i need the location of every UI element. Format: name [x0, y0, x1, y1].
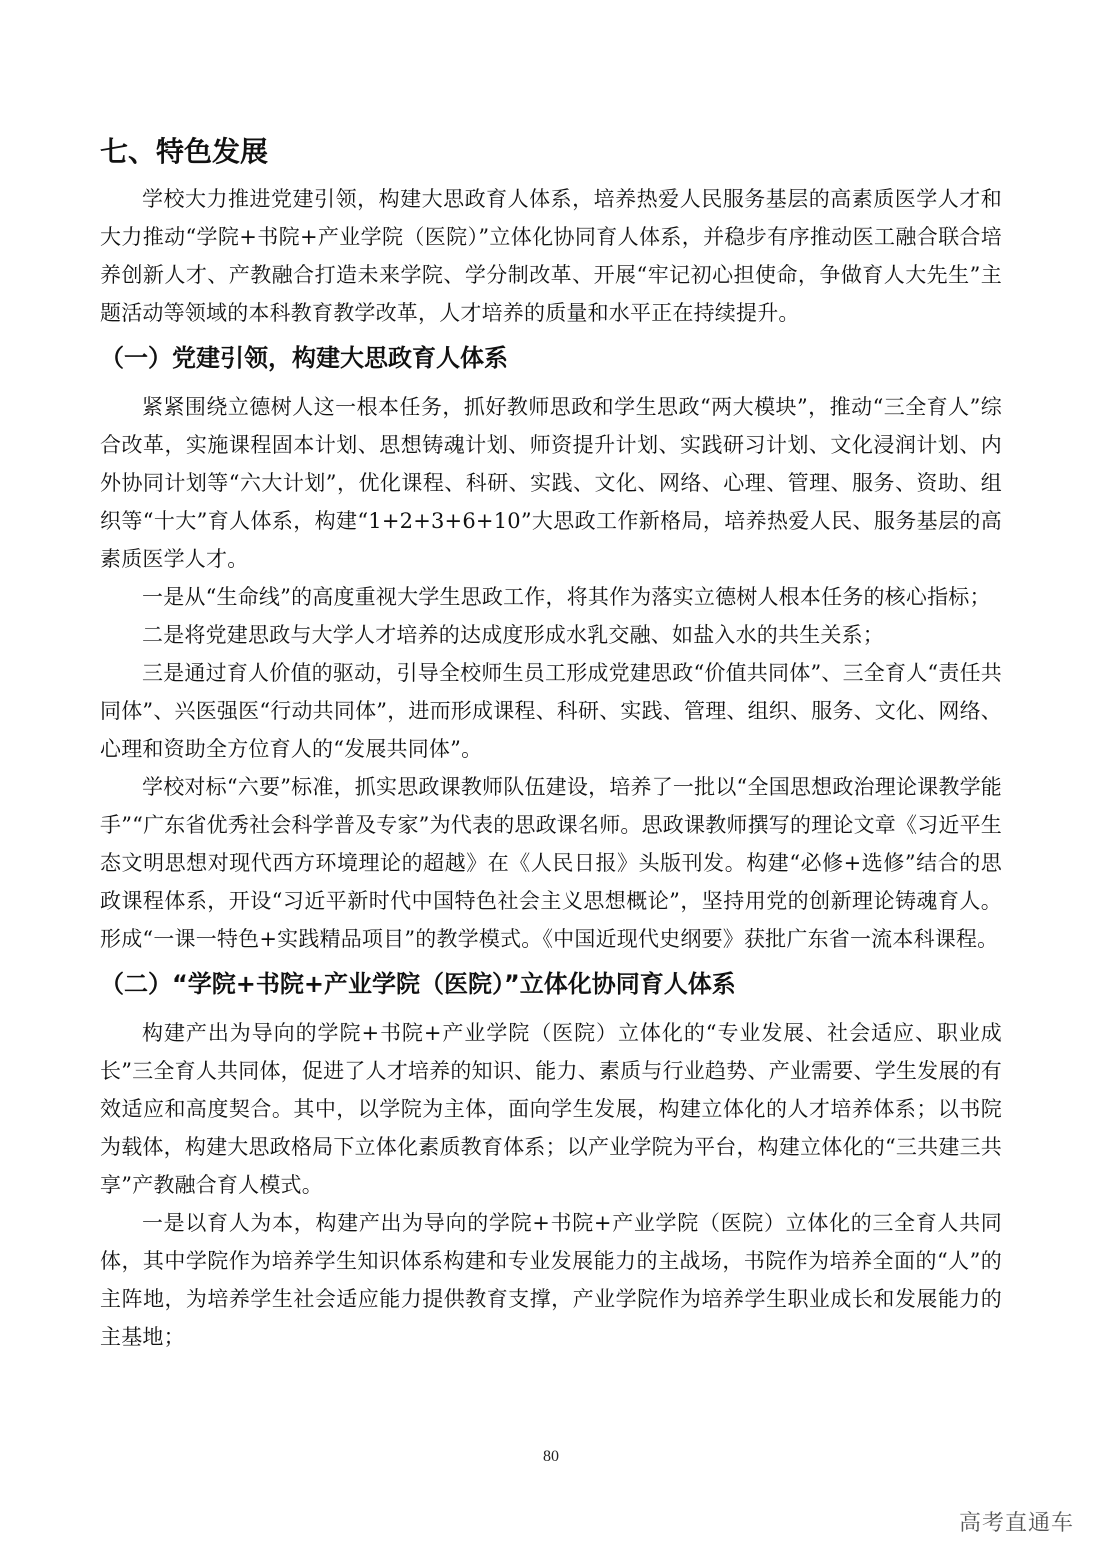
subsection-2-paragraph-1: 构建产出为导向的学院+书院+产业学院（医院）立体化的“专业发展、社会适应、职业成长”三全育人共同体，促进了人才培养的知识、能力、素质与行业趋势、产业需要、学生发展的有效适应和高度契合。其中，以学院为主体，面向学生发展，构建立体化的人才培养体系；以书院为载体，构建大思政格局下立体化素质教育体系；以产业学院为平台，构建立体化的“三共建三共享”产教融合育人模式。	[100, 1021, 1002, 1197]
subsection-1-paragraph-3: 二是将党建思政与大学人才培养的达成度形成水乳交融、如盐入水的共生关系；	[142, 623, 884, 647]
subsection-1-paragraph-5: 学校对标“六要”标准，抓实思政课教师队伍建设，培养了一批以“全国思想政治理论课教学能手”“广东省优秀社会科学普及专家”为代表的思政课名师。思政课教师撰写的理论文章《习近平生态文明思想对现代西方环境理论的超越》在《人民日报》头版刊发。构建“必修+选修”结合的思政课程体系，开设“习近平新时代中国特色社会主义思想概论”，坚持用党的创新理论铸魂育人。形成“一课一特色+实践精品项目”的教学模式。《中国近现代史纲要》获批广东省一流本科课程。	[100, 775, 1003, 951]
section-title: 七、特色发展	[100, 135, 269, 168]
section-intro-paragraph: 学校大力推进党建引领，构建大思政育人体系，培养热爱人民服务基层的高素质医学人才和大力推动“学院+书院+产业学院（医院）”立体化协同育人体系，并稳步有序推动医工融合联合培养创新人才、产教融合打造未来学院、学分制改革、开展“牢记初心担使命，争做育人大先生”主题活动等领域的本科教育教学改革，人才培养的质量和水平正在持续提升。	[100, 187, 1002, 325]
page-content	[100, 130, 1002, 1356]
page-number: 80	[543, 1448, 559, 1465]
subsection-1-paragraph-4: 三是通过育人价值的驱动，引导全校师生员工形成党建思政“价值共同体”、三全育人“责任共同体”、兴医强医“行动共同体”，进而形成课程、科研、实践、管理、组织、服务、文化、网络、心理和资助全方位育人的“发展共同体”。	[100, 661, 1003, 761]
subsection-1-paragraph-1: 紧紧围绕立德树人这一根本任务，抓好教师思政和学生思政“两大模块”，推动“三全育人”综合改革，实施课程固本计划、思想铸魂计划、师资提升计划、实践研习计划、文化浸润计划、内外协同计划等“六大计划”，优化课程、科研、实践、文化、网络、心理、管理、服务、资助、组织等“十大”育人体系，构建“1+2+3+6+10”大思政工作新格局，培养热爱人民、服务基层的高素质医学人才。	[100, 395, 1002, 571]
watermark: 高考直通车	[958, 1511, 1074, 1536]
subsection-2-paragraph-2: 一是以育人为本，构建产出为导向的学院+书院+产业学院（医院）立体化的三全育人共同体，其中学院作为培养学生知识体系构建和专业发展能力的主战场，书院作为培养全面的“人”的主阵地，为培养学生社会适应能力提供教育支撑，产业学院作为培养学生职业成长和发展能力的主基地；	[100, 1211, 1002, 1349]
subsection-1-paragraph-2: 一是从“生命线”的高度重视大学生思政工作，将其作为落实立德树人根本任务的核心指标；	[142, 585, 991, 609]
subsection-1-title: （一）党建引领，构建大思政育人体系	[100, 344, 508, 372]
subsection-2-title: （二）“学院+书院+产业学院（医院）”立体化协同育人体系	[100, 970, 736, 998]
